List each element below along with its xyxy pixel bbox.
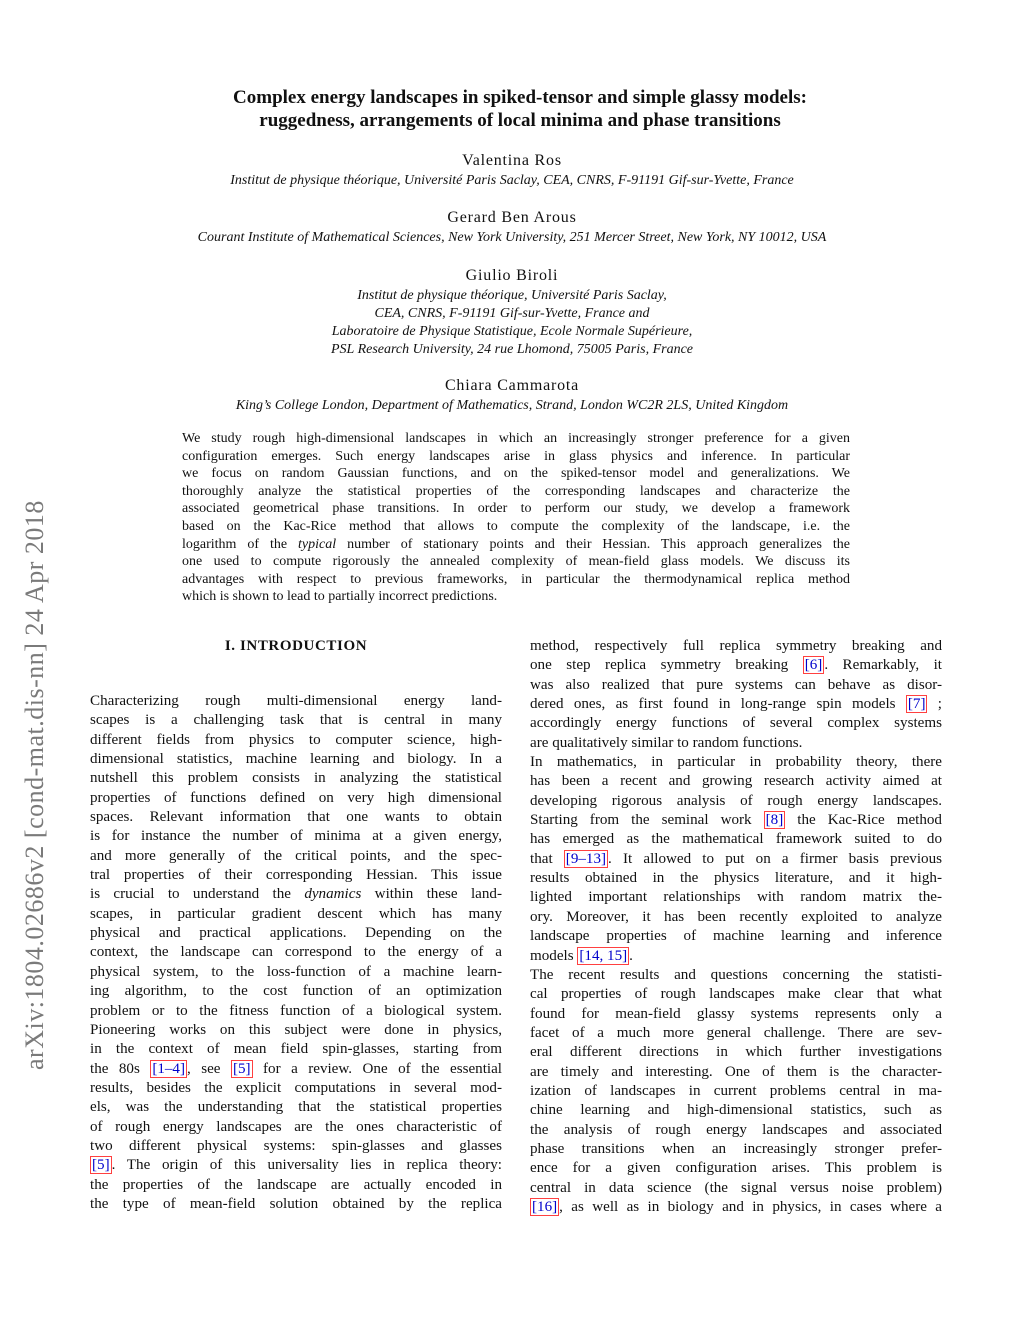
text-line: two different physical systems: spin-glasses and glasses [90,1137,502,1154]
text-line: and more generally of the critical points, and the spec- [90,847,502,864]
text-line: are qualitatively similar to random functions. [530,734,803,751]
text-line: developing rigorous analysis of rough energy landscapes. [530,792,942,809]
text-line: properties of functions defined on very high dimensional [90,789,502,806]
text-line: spaces. Relevant information that one wants to obtain [90,809,502,826]
text-line: ory. Moreover, it has been recently exploited to analyze [530,908,942,925]
text-line: has emerged as the mathematical framework suited to do [530,831,942,848]
citation-link[interactable]: [9–13] [565,850,607,867]
text-line: one step replica symmetry breaking [6] . Remarkably, it [530,657,942,674]
text-line: models [14, 15] . [530,947,633,964]
emphasis: dynamics [304,886,362,903]
text-line: Starting from the seminal work [8] the Kac-Rice method [530,812,942,829]
text-line: eral different directions in which further investigations [530,1044,942,1061]
abstract-line: based on the Kac-Rice method that allows to compute the complexity of the landscape, i.e. the [182,518,850,534]
text-line: [5] . The origin of this universality lies in replica theory: [92,1157,502,1174]
citation-link[interactable]: [5] [232,1060,251,1077]
text-line: scapes, in particular gradient descent which has many [90,905,502,922]
section-heading: I. INTRODUCTION [224,638,368,654]
text-line: found for mean-field glassy systems represents only a [530,1005,942,1022]
abstract-line: one used to compute rigorously the annealed complexity of mean-field glass models. We discuss its [182,554,850,570]
text-line: tral properties of their corresponding Hessian. This issue [90,867,502,884]
author-affiliation: King’s College London, Department of Mathematics, Strand, London WC2R 2LS, United Kingdom [235,398,789,413]
text-line: is crucial to understand the dynamics within these land- [90,886,502,903]
emphasis: typical [298,536,337,552]
text-line: context, the landscape can correspond to the energy of a [90,944,502,961]
text-line: dimensional statistics, machine learning and biology. In a [90,751,502,768]
left-column-text [90,692,502,1214]
title-line: Complex energy landscapes in spiked-tensor and simple glassy models: [233,87,807,108]
text-line: results, besides the explicit computations in several mod- [90,1079,502,1096]
text-line: is for instance the number of minima at a given energy, [90,828,502,845]
citation-link[interactable]: [14, 15] [579,947,628,964]
title-line: ruggedness, arrangements of local minima and phase transitions [259,110,781,131]
text-line: method, respectively full replica symmetry breaking and [530,638,942,654]
text-line: the 80s [1–4] , see [5] for a review. One of the essential [90,1060,502,1077]
author-name: Chiara Cammarota [444,377,580,394]
author-affiliation: Institut de physique théorique, Université Paris Saclay, CEA, CNRS, F-91191 Gif-sur-Yvette, France [230,173,794,188]
text-line: ence for a given configuration arises. This problem is [530,1160,942,1177]
text-line: problem or to the fitness function of a biological system. [90,1002,502,1019]
abstract-line: We study rough high-dimensional landscapes in which an increasingly stronger preference for a given [182,431,850,446]
text-line: facet of a much more general challenge. There are sev- [530,1024,942,1041]
text-line: different fields from physics to computer science, high- [90,731,502,748]
text-line: in the context of mean field spin-glasses, starting from [90,1041,502,1058]
author-affiliation: Courant Institute of Mathematical Sciences, New York University, 251 Mercer Street, New York, NY 10012, USA [197,230,827,245]
abstract-line: advantages with respect to previous frameworks, in particular the thermodynamical replica method [182,571,850,587]
abstract-line: thoroughly analyze the statistical properties of the corresponding landscapes and characterize the [182,483,850,499]
text-line: ization of landscapes in current problems central in ma- [530,1082,942,1099]
abstract [182,430,850,606]
text-line: the properties of the landscape are actually encoded in [90,1176,502,1193]
text-line: lighted important relationships with random matrix the- [530,889,942,906]
citation-link[interactable]: [16] [532,1198,558,1215]
text-line: phase transitions when an increasingly stronger prefer- [530,1140,942,1157]
author-name: Gerard Ben Arous [447,209,577,226]
text-line: has been a recent and growing research activity aimed at [530,773,942,790]
text-line: are timely and interesting. One of them is the character- [530,1063,942,1080]
abstract-line: configuration emerges. Such energy landscapes arise in glass physics and inference. In particular [182,448,850,464]
text-line: nutshell this problem consists in analyzing the statistical [90,770,502,787]
citation-link[interactable]: [1–4] [152,1060,186,1077]
text-line: Pioneering works on this subject were done in physics, [90,1021,502,1038]
text-line: In mathematics, in particular in probability theory, there [530,754,942,771]
text-line: the analysis of rough energy landscapes and associated [530,1121,942,1138]
text-line: els, was the understanding that the statistical properties [90,1099,502,1116]
text-line: dered ones, as first found in long-range spin models [7] ; [530,696,943,713]
paper-title [120,86,920,132]
text-line: was also realized that pure systems can behave as disor- [530,676,942,693]
citation-link[interactable]: [5] [92,1157,110,1174]
abstract-line: logarithm of the typical number of stationary points and their Hessian. This approach generalizes the [182,536,850,552]
text-line: Characterizing rough multi-dimensional energy land- [90,693,502,709]
text-line: accordingly energy functions of several complex systems [530,715,942,732]
text-line: The recent results and questions concerning the statisti- [530,966,942,983]
text-line: [16] , as well as in biology and in physics, in cases where a [532,1198,942,1215]
text-line: the type of mean-field solution obtained by the replica [90,1195,502,1212]
text-line: landscape properties of machine learning and inference [530,928,942,945]
text-line: of rough energy landscapes are the ones characteristic of [90,1118,502,1135]
text-line: ing algorithm, to the cost function of an optimization [90,983,502,1000]
text-line: chine learning and high-dimensional statistics, such as [530,1102,942,1119]
text-line: physical system, to the loss-function of a machine learn- [90,963,502,980]
abstract-line: which is shown to lead to partially incorrect predictions. [182,589,498,605]
text-line: that [9–13] . It allowed to put on a firmer basis previous [530,850,942,867]
arxiv-side-stamp: arXiv:1804.02686v2 [cond-mat.dis-nn] 24 Apr 2018 [20,500,49,1070]
right-column-text [530,637,942,1217]
text-line: scapes is a challenging task that is central in many [90,712,502,729]
text-line: physical and practical applications. Depending on the [90,925,502,942]
text-line: central in data science (the signal versus noise problem) [530,1179,942,1196]
author-name: Valentina Ros [462,152,562,169]
author-name: Giulio Biroli [465,267,559,284]
abstract-line: we focus on random Gaussian functions, and on the spiked-tensor model and generalizations. We [182,466,850,482]
text-line: results obtained in the physics literature, and it high- [530,870,942,887]
abstract-line: associated geometrical phase transitions. In order to perform our study, we develop a framework [182,501,850,517]
citation-link[interactable]: [7] [907,696,926,713]
author-affiliation: Institut de physique théorique, Université Paris Saclay, CEA, CNRS, F-91191 Gif-sur-Yvette, France and Laboratoire de Physique Statistique, Ecole Normale Supérieure, PSL Research University, 24 rue Lhomond, 75005 Paris, France [330,288,694,357]
citation-link[interactable]: [6] [804,657,823,674]
text-line: cal properties of rough landscapes make clear that what [530,986,942,1003]
citation-link[interactable]: [8] [765,812,784,829]
